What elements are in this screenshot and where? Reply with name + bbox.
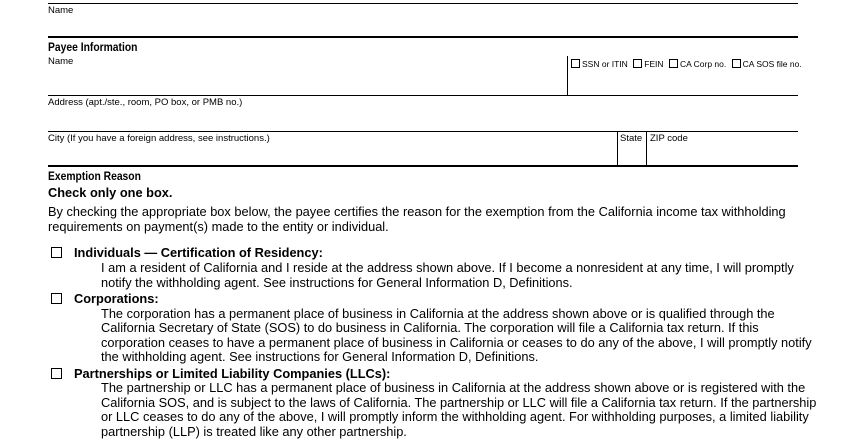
exemption-heading: Exemption Reason (48, 169, 141, 183)
individuals-line-2: notify the withholding agent. See instructions for General Information D, Definitions. (101, 274, 573, 290)
individuals-title: Individuals — Certification of Residency: (74, 245, 323, 260)
payee-name-label: Name (48, 56, 74, 67)
partnerships-line-4: partnership (LLP) is treated like any other partnership. (101, 423, 407, 439)
corporations-checkbox[interactable] (51, 293, 62, 304)
partnerships-title: Partnerships or Limited Liability Companies (LLCs): (74, 365, 391, 381)
zip-field[interactable] (647, 145, 798, 165)
partnerships-line-2: California SOS, and is subject to the laws of California. The partnership or LLC will file a California tax return. If the partnership (101, 394, 817, 410)
corporations-title: Corporations: (74, 291, 159, 306)
corporations-line-4: the withholding agent. See instructions for General Information D, Definitions. (101, 349, 539, 364)
ca-sos-label: CA SOS file no. (742, 59, 802, 69)
fein-label: FEIN (644, 59, 664, 69)
top-name-label: Name (48, 5, 74, 16)
zip-label: ZIP code (650, 133, 688, 144)
individuals-checkbox[interactable] (51, 247, 62, 258)
state-field[interactable] (618, 145, 645, 165)
ca-corp-checkbox[interactable] (669, 59, 678, 68)
individuals-line-1: I am a resident of California and I reside at the address shown above. If I become a nonresident at any time, I will promptly (101, 260, 794, 275)
address-label: Address (apt./ste., room, PO box, or PMB no.) (48, 97, 243, 108)
partnerships-checkbox[interactable] (51, 368, 62, 379)
top-rule (48, 3, 798, 4)
city-label: City (If you have a foreign address, see instructions.) (48, 133, 270, 144)
exemption-intro-line-1: By checking the appropriate box below, the payee certifies the reason for the exemption from the California income tax withholding (48, 204, 786, 219)
fein-checkbox[interactable] (633, 59, 642, 68)
ssn-label: SSN or ITIN (582, 59, 628, 69)
state-label: State (620, 133, 643, 144)
check-one-instruction: Check only one box. (48, 185, 173, 200)
ca-corp-label: CA Corp no. (679, 59, 727, 69)
corporations-line-3: corporation ceases to have a permanent place of business in California or ceases to do any of the above, I will promptly notify (101, 334, 812, 350)
partnerships-line-3: or LLC ceases to do any of the above, I will promptly inform the withholding agent. For withholding purposes, a limited liability (101, 409, 809, 424)
payee-heading: Payee Information (48, 40, 138, 54)
address-field[interactable] (48, 109, 798, 129)
address-bottom-rule (48, 131, 798, 132)
top-name-field[interactable] (48, 16, 798, 34)
id-number-field[interactable] (568, 72, 798, 94)
corporations-line-2: California Secretary of State (SOS) to do business in California. The corporation will file a California tax return. If this (101, 320, 759, 335)
ca-sos-checkbox[interactable] (732, 59, 741, 68)
ssn-checkbox[interactable] (571, 59, 580, 68)
partnerships-line-1: The partnership or LLC has a permanent place of business in California at the address shown above or is registered with the (101, 380, 806, 395)
id-options (571, 59, 805, 69)
city-field[interactable] (48, 145, 616, 165)
exemption-rule (48, 165, 798, 167)
payee-name-field[interactable] (48, 68, 566, 94)
name-bottom-rule (48, 95, 798, 96)
corporations-line-1: The corporation has a permanent place of business in California at the address shown above or is qualified through the (101, 305, 775, 321)
exemption-intro-line-2: requirements on payment(s) made to the entity or individual. (48, 218, 389, 234)
payee-rule (48, 36, 798, 38)
